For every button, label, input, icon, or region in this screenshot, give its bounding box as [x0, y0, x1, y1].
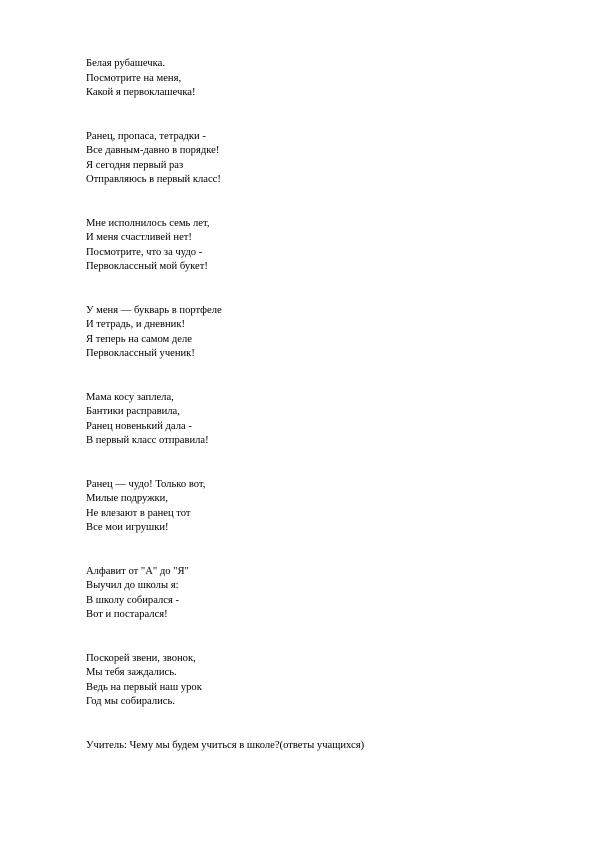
poem-line: Милые подружки,	[86, 493, 168, 504]
stanza-2	[86, 130, 556, 188]
poem-line: Отправляюсь в первый класс!	[86, 174, 221, 185]
document-body	[86, 57, 556, 753]
poem-line: Белая рубашечка.	[86, 58, 165, 69]
poem-line: Мама косу заплела,	[86, 391, 174, 403]
poem-line: И тетрадь, и дневник!	[86, 319, 186, 330]
stanza-8	[86, 652, 556, 710]
stanza-3	[86, 217, 556, 275]
poem-line: Все давным-давно в порядке!	[86, 145, 220, 156]
poem-line: Посмотрите, что за чудо -	[86, 246, 203, 258]
poem-line: Выучил до школы я:	[86, 580, 179, 591]
poem-line: У меня — букварь в портфеле	[86, 304, 222, 316]
poem-line: Ведь на первый наш урок	[86, 681, 202, 693]
stanza-6	[86, 478, 556, 536]
poem-line: Вот и постарался!	[86, 609, 168, 620]
poem-line: Ранец — чудо! Только вот,	[86, 478, 206, 490]
poem-line: Посмотрите на меня,	[86, 72, 182, 84]
poem-line: Я теперь на самом деле	[86, 333, 192, 345]
poem-line: Первоклассный мой букет!	[86, 261, 208, 272]
poem-line: Год мы собирались.	[86, 696, 175, 707]
poem-line: Алфавит от "А" до "Я"	[86, 565, 189, 577]
poem-line: В первый класс отправила!	[86, 435, 209, 446]
poem-line: Поскорей звени, звонок,	[86, 652, 196, 664]
poem-line: Не влезают в ранец тот	[86, 507, 191, 519]
teacher-prompt: Учитель: Чему мы будем учиться в школе?(ответы учащихся)	[86, 739, 365, 751]
stanza-1	[86, 57, 556, 101]
poem-line: Какой я первоклашечка!	[86, 87, 196, 98]
poem-line: В школу собирался -	[86, 594, 180, 606]
stanza-7	[86, 565, 556, 623]
poem-line: Бантики расправила,	[86, 406, 180, 417]
poem-line: И меня счастливей нет!	[86, 232, 192, 243]
poem-line: Я сегодня первый раз	[86, 159, 184, 171]
poem-line: Первоклассный ученик!	[86, 348, 195, 359]
poem-line: Мы тебя заждались.	[86, 667, 177, 678]
poem-line: Ранец новенький дала -	[86, 420, 192, 432]
stanza-5	[86, 391, 556, 449]
poem-line: Мне исполнилось семь лет,	[86, 217, 210, 229]
poem-line: Все мои игрушки!	[86, 522, 169, 533]
stanza-4	[86, 304, 556, 362]
poem-line: Ранец, пропаса, тетрадки -	[86, 130, 206, 142]
